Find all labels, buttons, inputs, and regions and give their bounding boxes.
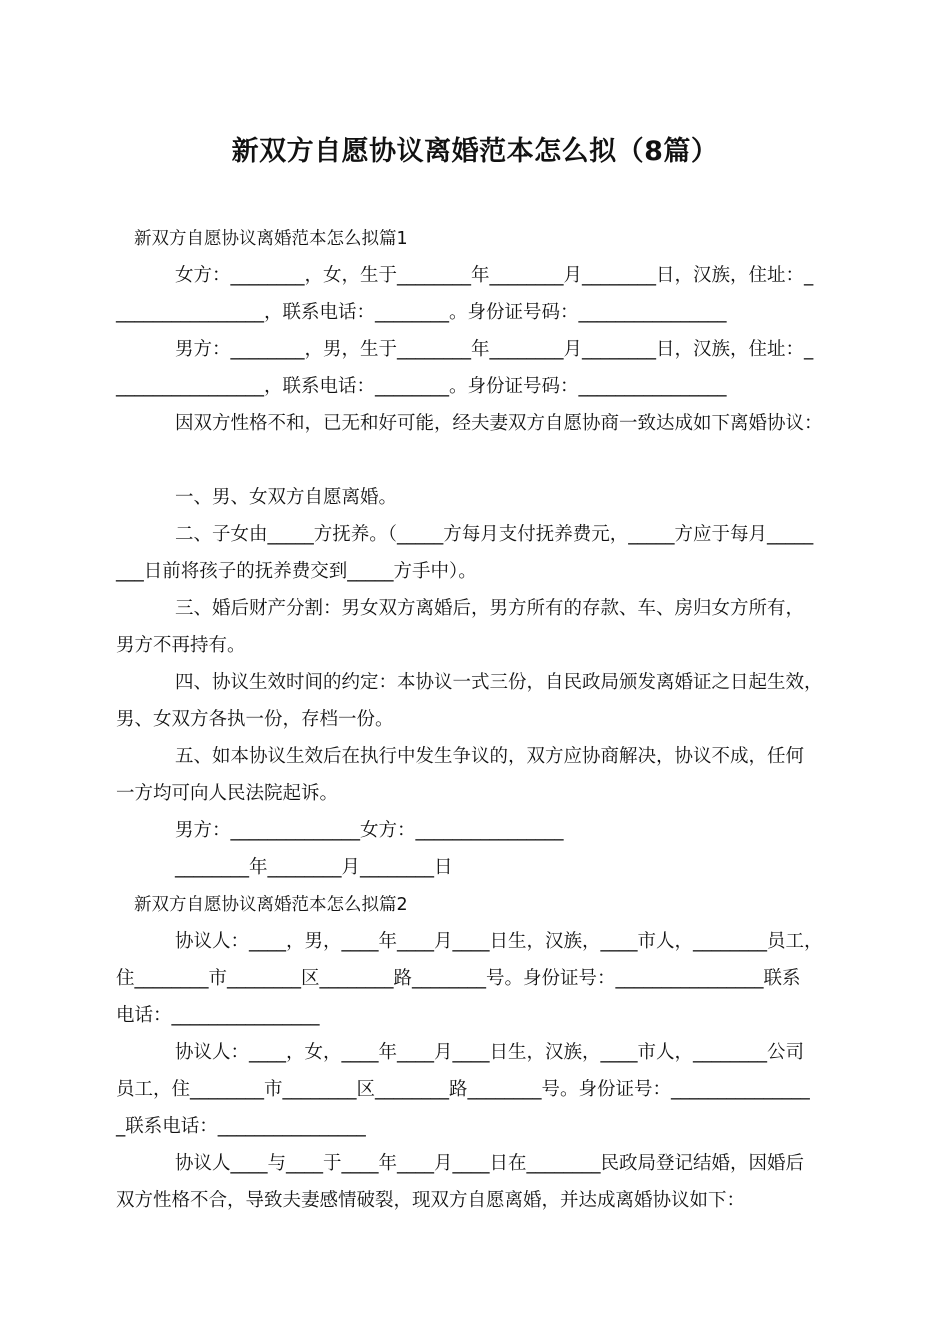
section-heading-2: 新双方自愿协议离婚范本怎么拟篇2 — [134, 895, 408, 915]
signature-line: 男方：______________女方：________________ — [175, 820, 564, 841]
document-title: 新双方自愿协议离婚范本怎么拟（8篇） — [231, 136, 719, 167]
paragraph-line: 三、婚后财产分割：男女双方离婚后，男方所有的存款、车、房归女方所有， — [175, 598, 805, 619]
paragraph-line: 协议人：____，男，____年____月____日生，汉族，____市人，________员工， — [175, 931, 823, 952]
paragraph-line: 一、男、女双方自愿离婚。 — [175, 487, 398, 508]
paragraph-line: 男方：________，男，生于________年________月________日，汉族，住址：_ — [175, 339, 814, 360]
paragraph-line: 男方不再持有。 — [116, 635, 246, 656]
paragraph-line: 住________市________区________路________号。身份证号：________________联系 — [116, 968, 801, 989]
paragraph-line: _联系电话：________________ — [116, 1116, 366, 1137]
date-line: ________年________月________日 — [175, 857, 453, 878]
paragraph-line: 男、女双方各执一份，存档一份。 — [116, 709, 394, 730]
paragraph-line: ___日前将孩子的抚养费交到_____方手中）。 — [116, 561, 477, 582]
paragraph-line: 五、如本协议生效后在执行中发生争议的，双方应协商解决，协议不成，任何 — [175, 746, 805, 767]
paragraph-line: 因双方性格不和，已无和好可能，经夫妻双方自愿协商一致达成如下离婚协议： — [175, 413, 823, 434]
paragraph-line: ________________，联系电话：________。身份证号码：________________ — [116, 376, 727, 397]
paragraph-line: 女方：________，女，生于________年________月________日，汉族，住址：_ — [175, 265, 814, 286]
paragraph-line: 协议人____与____于____年____月____日在________民政局登记结婚，因婚后 — [175, 1153, 805, 1174]
section-heading-1: 新双方自愿协议离婚范本怎么拟篇1 — [134, 229, 408, 249]
paragraph-line: 一方均可向人民法院起诉。 — [116, 783, 339, 804]
paragraph-line: 双方性格不合，导致夫妻感情破裂，现双方自愿离婚，并达成离婚协议如下： — [116, 1190, 746, 1211]
paragraph-line: ________________，联系电话：________。身份证号码：________________ — [116, 302, 727, 323]
paragraph-line: 四、协议生效时间的约定：本协议一式三份，自民政局颁发离婚证之日起生效， — [175, 672, 823, 693]
paragraph-line: 协议人：____，女，____年____月____日生，汉族，____市人，________公司 — [175, 1042, 805, 1063]
paragraph-line: 电话：________________ — [116, 1005, 320, 1026]
paragraph-line: 员工，住________市________区________路________号。身份证号：_______________ — [116, 1079, 810, 1100]
paragraph-line: 二、子女由_____方抚养。（_____方每月支付抚养费元，_____方应于每月_____ — [175, 524, 814, 545]
